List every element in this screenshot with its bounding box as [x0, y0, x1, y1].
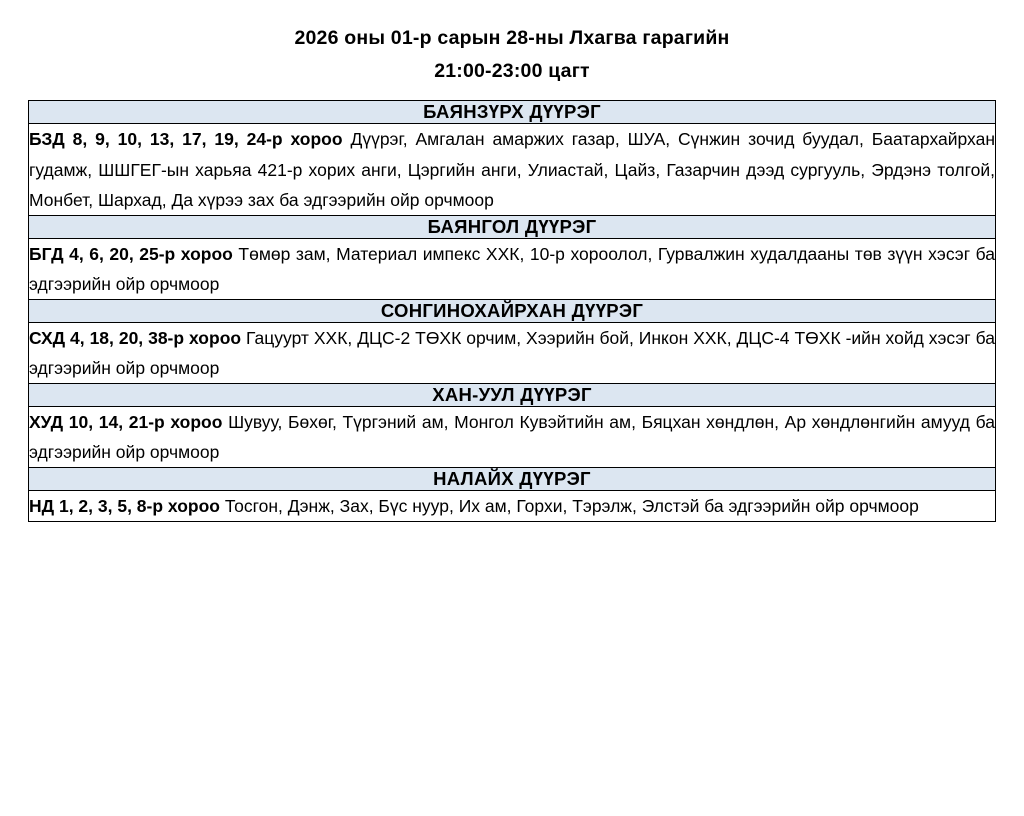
district-detail-cell	[29, 124, 996, 215]
area-list: Шувуу, Бөхөг, Түргэний ам, Монгол Кувэйтийн ам, Бяцхан хөндлөн, Ар хөндлөнгийн амууд ба эдгээрийн ойр орчмоор	[29, 412, 995, 463]
table-row	[29, 238, 996, 299]
district-header-cell: СОНГИНОХАЙРХАН ДҮҮРЭГ	[29, 299, 996, 322]
title-time-line: 21:00-23:00 цагт	[434, 60, 590, 83]
table-row	[29, 491, 996, 522]
table-row	[29, 407, 996, 468]
area-list: Гацуурт ХХК, ДЦС-2 ТӨХК орчим, Хээрийн бой, Инкон ХХК, ДЦС-4 ТӨХК -ийн хойд хэсэг ба эдгээрийн ойр орчмоор	[29, 327, 995, 379]
schedule-body	[29, 101, 996, 522]
district-header-cell: ХАН-УУЛ ДҮҮРЭГ	[29, 384, 996, 407]
khoroo-list: ХУД 10, 14, 21-р хороо	[29, 412, 223, 433]
table-row	[29, 215, 996, 238]
district-header-cell: НАЛАЙХ ДҮҮРЭГ	[29, 468, 996, 491]
district-detail-cell	[29, 491, 996, 522]
district-header-cell: БАЯНЗҮРХ ДҮҮРЭГ	[29, 101, 996, 124]
district-detail-cell	[29, 407, 996, 468]
area-list: Төмөр зам, Материал импекс ХХК, 10-р хороолол, Гурвалжин худалдааны төв зүүн хэсэг ба эдгээрийн ойр орчмоор	[29, 243, 995, 294]
outage-schedule-table	[28, 100, 996, 522]
title-date-line: 2026 оны 01-р сарын 28-ны Лхагва гарагийн	[294, 27, 730, 49]
table-row	[29, 299, 996, 322]
district-detail-cell	[29, 238, 996, 299]
district-detail-cell	[29, 322, 996, 383]
document-title	[28, 24, 996, 86]
khoroo-list: БЗД 8, 9, 10, 13, 17, 19, 24-р хороо	[29, 129, 343, 150]
khoroo-list: БГД 4, 6, 20, 25-р хороо	[29, 243, 233, 264]
table-row	[29, 124, 996, 215]
table-row	[29, 322, 996, 383]
district-header-cell: БАЯНГОЛ ДҮҮРЭГ	[29, 215, 996, 238]
table-row	[29, 101, 996, 124]
table-row	[29, 468, 996, 491]
area-list: Тосгон, Дэнж, Зах, Бүс нуур, Их ам, Горхи, Тэрэлж, Элстэй ба эдгээрийн ойр орчмоор	[224, 496, 919, 517]
khoroo-list: СХД 4, 18, 20, 38-р хороо	[29, 327, 242, 348]
area-list: Дүүрэг, Амгалан амаржих газар, ШУА, Сүнжин зочид буудал, Баатархайрхан гудамж, ШШГЕГ-ын харьяа 421-р хорих анги, Цэргийн анги, Улиастай, Цайз, Газарчин дээд сургууль, Эрдэнэ толгой, Монбет, Шархад, Да хүрээ зах ба эдгээрийн ойр орчмоор	[29, 129, 995, 210]
khoroo-list: НД 1, 2, 3, 5, 8-р хороо	[29, 496, 220, 517]
table-row	[29, 384, 996, 407]
